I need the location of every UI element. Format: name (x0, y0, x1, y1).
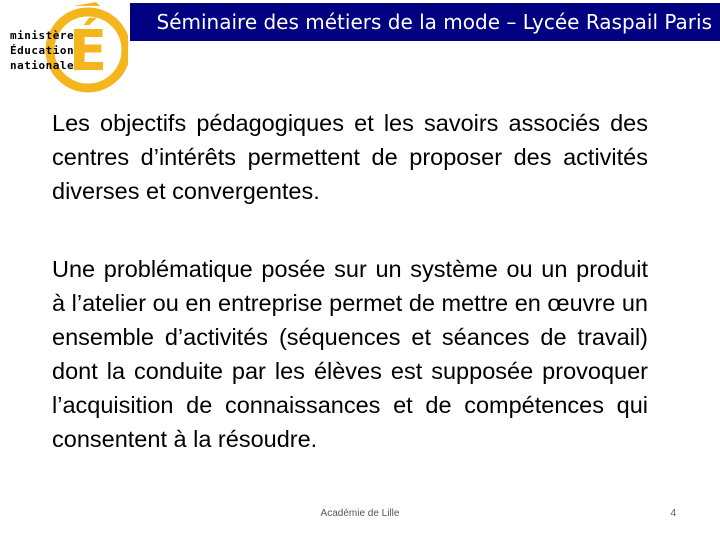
logo-line-ministere: ministère (10, 29, 75, 42)
slide-header-title: Séminaire des métiers de la mode – Lycée Raspail Paris (156, 10, 712, 34)
svg-text:É: É (68, 19, 108, 84)
page-number: 4 (670, 508, 676, 519)
footer-academy: Académie de Lille (320, 508, 400, 519)
logo-line-education: Éducation (10, 44, 75, 57)
logo-line-nationale: nationale (10, 59, 75, 72)
ministere-education-nationale-logo (4, 2, 128, 94)
body-paragraph-1: Les objectifs pédagogiques et les savoirs associés des centres d’intérêts permettent de proposer des activités diverses et convergentes. (52, 110, 648, 204)
body-paragraph-2: Une problématique posée sur un système ou un produit à l’atelier ou en entreprise permet de mettre en œuvre un ensemble d’activités (séquences et séances de travail) dont la conduite par les élèves est supposée provoquer l’acquisition de connaissances et de compétences qui consentent à la résoudre. (52, 256, 648, 452)
header-banner (130, 3, 720, 41)
